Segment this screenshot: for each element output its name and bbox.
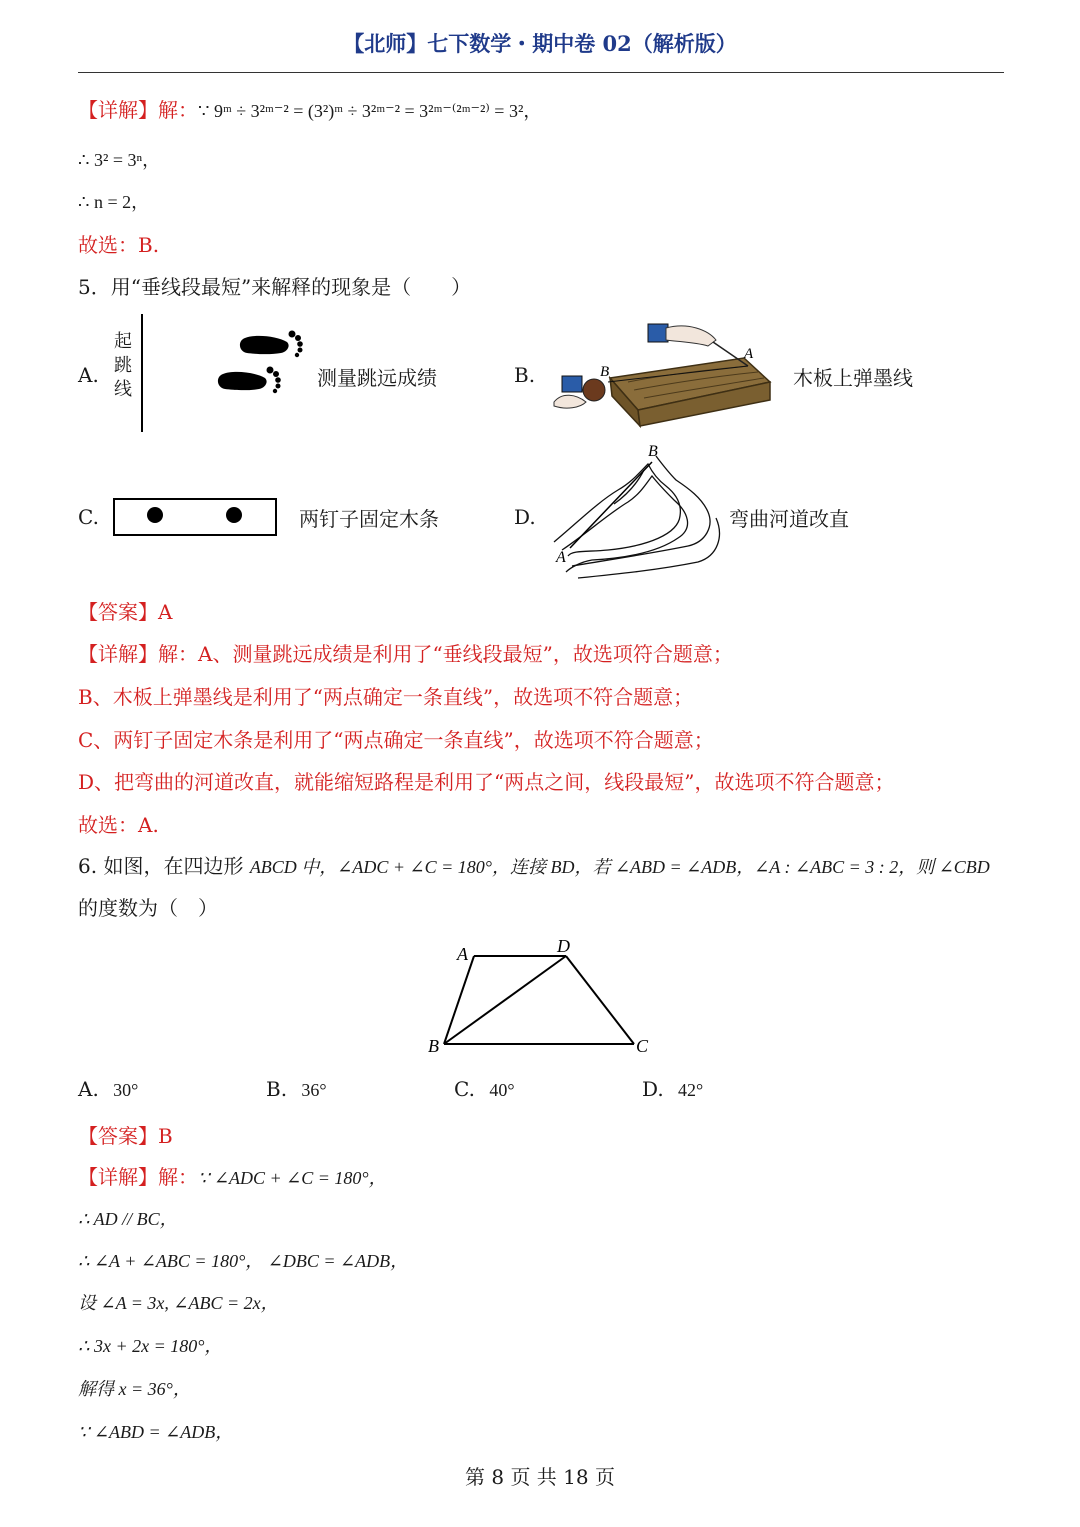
q6-option-d-letter: D.	[642, 1077, 664, 1101]
q5-detail-line-3: C、两钉子固定木条是利用了“两点确定一条直线”，故选项不符合题意；	[78, 728, 714, 752]
takeoff-line	[141, 314, 143, 432]
vertex-d-label: D	[557, 936, 570, 956]
q6-detail-prefix: 解：	[158, 1165, 198, 1189]
vertex-a-label: A	[457, 944, 468, 964]
detail-prefix: 解：	[158, 98, 198, 122]
footprints-icon	[215, 326, 305, 401]
q5-option-a-letter: A.	[78, 363, 99, 387]
point-a-label: A	[744, 346, 754, 362]
q6-step-2: ∴ AD // BC，	[78, 1209, 178, 1229]
quadrilateral-figure	[420, 932, 660, 1057]
q4-equation-3: ∴ n = 2，	[78, 192, 150, 212]
q6-step-4: 设 ∠A = 3x, ∠ABC = 2x，	[78, 1293, 279, 1313]
q5-option-a-caption: 测量跳远成绩	[317, 366, 437, 390]
nail-2	[226, 507, 242, 523]
q4-equation-1: ∵ 9ᵐ ÷ 3²ᵐ⁻² = (3²)ᵐ ÷ 3²ᵐ⁻² = 3²ᵐ⁻⁽²ᵐ⁻²⁾ = 3²，	[198, 101, 542, 121]
q5-answer: 【答案】A	[78, 600, 173, 624]
segment-dc	[566, 956, 634, 1044]
q6-stem-conditions: ABCD 中，∠ADC + ∠C = 180°，连接 BD，若 ∠ABD = ∠ADB，∠A : ∠ABC = 3 : 2，则 ∠CBD	[249, 857, 990, 877]
q6-option-c	[454, 1077, 515, 1101]
q4-answer-choice: 故选：B.	[78, 233, 160, 257]
page-footer: 第 8 页 共 18 页	[465, 1465, 615, 1489]
q5-option-d-letter: D.	[514, 505, 536, 529]
point-b-label: B	[600, 364, 610, 380]
river-illustration	[548, 442, 728, 590]
q6-option-b	[266, 1077, 327, 1101]
q6-step-3: ∴ ∠A + ∠ABC = 180°， ∠DBC = ∠ADB，	[78, 1251, 409, 1271]
q5-detail-line-5: 故选：A.	[78, 813, 159, 837]
q5-stem: 5．用“垂线段最短”来解释的现象是（ ）	[78, 275, 472, 299]
header-divider	[78, 72, 1004, 73]
q5-detail-line-4: D、把弯曲的河道改直，就能缩短路程是利用了“两点之间，线段最短”，故选项不符合题意；	[78, 770, 895, 794]
q6-option-c-value: 40°	[489, 1080, 515, 1100]
q5-detail-line-1: 【详解】解：A、测量跳远成绩是利用了“垂线段最短”，故选项符合题意；	[78, 642, 733, 666]
takeoff-char-2: 跳	[114, 355, 132, 376]
q6-option-b-letter: B.	[266, 1077, 288, 1101]
q6-stem-line1	[78, 850, 990, 879]
q4-equation-2: ∴ 3² = 3ⁿ，	[78, 150, 161, 170]
vertex-c-label: C	[636, 1036, 649, 1056]
q6-answer: 【答案】B	[78, 1124, 173, 1148]
takeoff-char-3: 线	[114, 379, 132, 400]
q5-detail-line-2: B、木板上弹墨线是利用了“两点确定一条直线”，故选项不符合题意；	[78, 685, 694, 709]
q6-step-5: ∴ 3x + 2x = 180°，	[78, 1336, 223, 1356]
q4-detail-line1	[78, 94, 541, 123]
q6-step-1: ∵ ∠ADC + ∠C = 180°，	[198, 1168, 387, 1188]
q6-step-7: ∵ ∠ABD = ∠ADB，	[78, 1422, 234, 1442]
hand-sleeve-top	[648, 324, 668, 342]
river-point-a-label: A	[556, 549, 566, 566]
takeoff-char-1: 起	[114, 331, 132, 352]
q6-option-a	[78, 1077, 138, 1101]
q5-option-c-caption: 两钉子固定木条	[299, 507, 439, 531]
q6-step-6: 解得 x = 36°，	[78, 1379, 191, 1399]
q5-option-b-caption: 木板上弹墨线	[793, 366, 913, 390]
hand-sleeve-left	[562, 376, 582, 392]
takeoff-line-label	[114, 330, 132, 402]
page-header: 【北师】七下数学・期中卷 02（解析版）	[343, 31, 737, 56]
wood-strip	[113, 498, 277, 536]
q6-option-d-value: 42°	[678, 1080, 704, 1100]
detail-tag: 【详解】	[78, 98, 158, 122]
q6-option-c-letter: C.	[454, 1077, 475, 1101]
q6-option-a-value: 30°	[113, 1080, 139, 1100]
q6-stem-line2: 的度数为（ ）	[78, 896, 218, 920]
q6-stem-prefix: 6. 如图，在四边形	[78, 854, 244, 878]
q6-option-b-value: 36°	[301, 1080, 327, 1100]
q6-detail-line-1	[78, 1161, 387, 1190]
segment-ab	[444, 956, 474, 1044]
q5-option-d-caption: 弯曲河道改直	[729, 507, 849, 531]
q5-option-b-letter: B.	[514, 363, 536, 387]
q6-detail-tag: 【详解】	[78, 1165, 158, 1189]
segment-bd	[444, 956, 566, 1044]
wood-board-illustration	[548, 320, 778, 432]
river-point-b-label: B	[648, 443, 658, 460]
q6-option-d	[642, 1077, 703, 1101]
nail-1	[147, 507, 163, 523]
q5-option-c-letter: C.	[78, 505, 99, 529]
q6-option-a-letter: A.	[78, 1077, 99, 1101]
vertex-b-label: B	[428, 1036, 439, 1056]
